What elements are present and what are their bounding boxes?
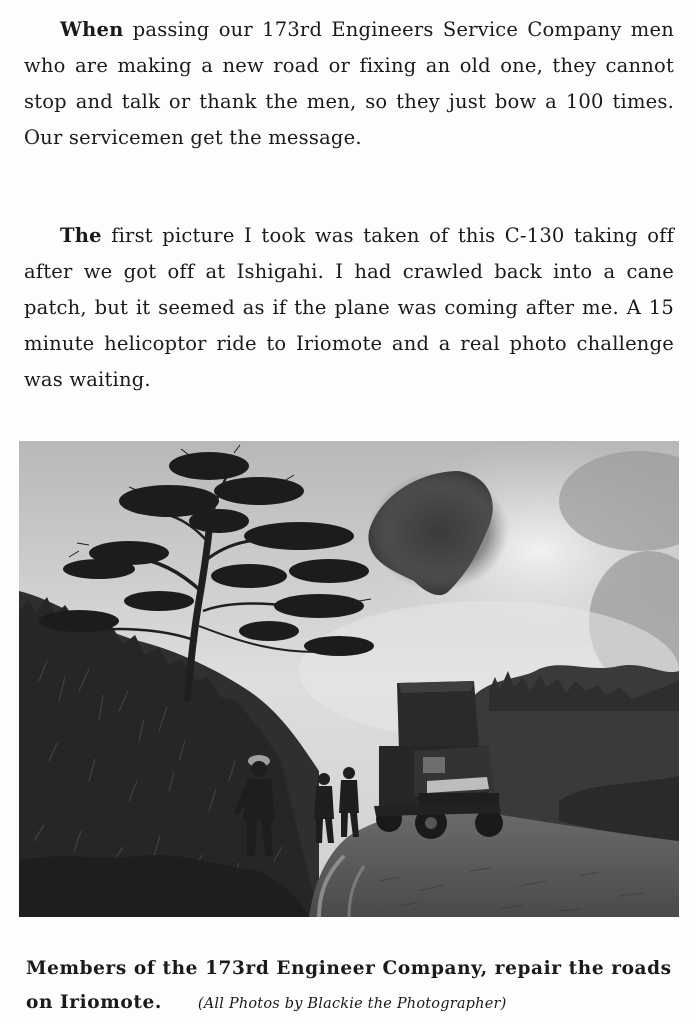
paragraph-2-text: first picture I took was taken of this C-130 taking off after we got off at Ishigahi. I had crawled back into a cane patch, but it seemed as if the plane was coming after me. A 15 minute helicoptor ride to Iriomote and a real photo challenge was waiting. xyxy=(24,224,675,391)
dark-cloud-haze xyxy=(369,471,509,591)
paragraph-2 xyxy=(24,218,674,398)
photo-caption xyxy=(26,952,676,1021)
photo-illustration xyxy=(19,441,679,917)
paragraph-1 xyxy=(24,12,674,156)
caption-text: Members of the 173rd Engineer Company, repair the roads on Iriomote. xyxy=(26,958,672,1013)
photo-credit: (All Photos by Blackie the Photographer) xyxy=(197,996,507,1012)
paragraph-1-lead: When xyxy=(60,18,124,41)
paragraph-1-text: passing our 173rd Engineers Service Company men who are making a new road or fixing an old one, they cannot stop and talk or thank the men, so they just bow a 100 times. Our servicemen get the message. xyxy=(24,18,674,149)
paragraph-2-lead: The xyxy=(60,224,102,247)
road-repair-photo xyxy=(19,441,679,917)
